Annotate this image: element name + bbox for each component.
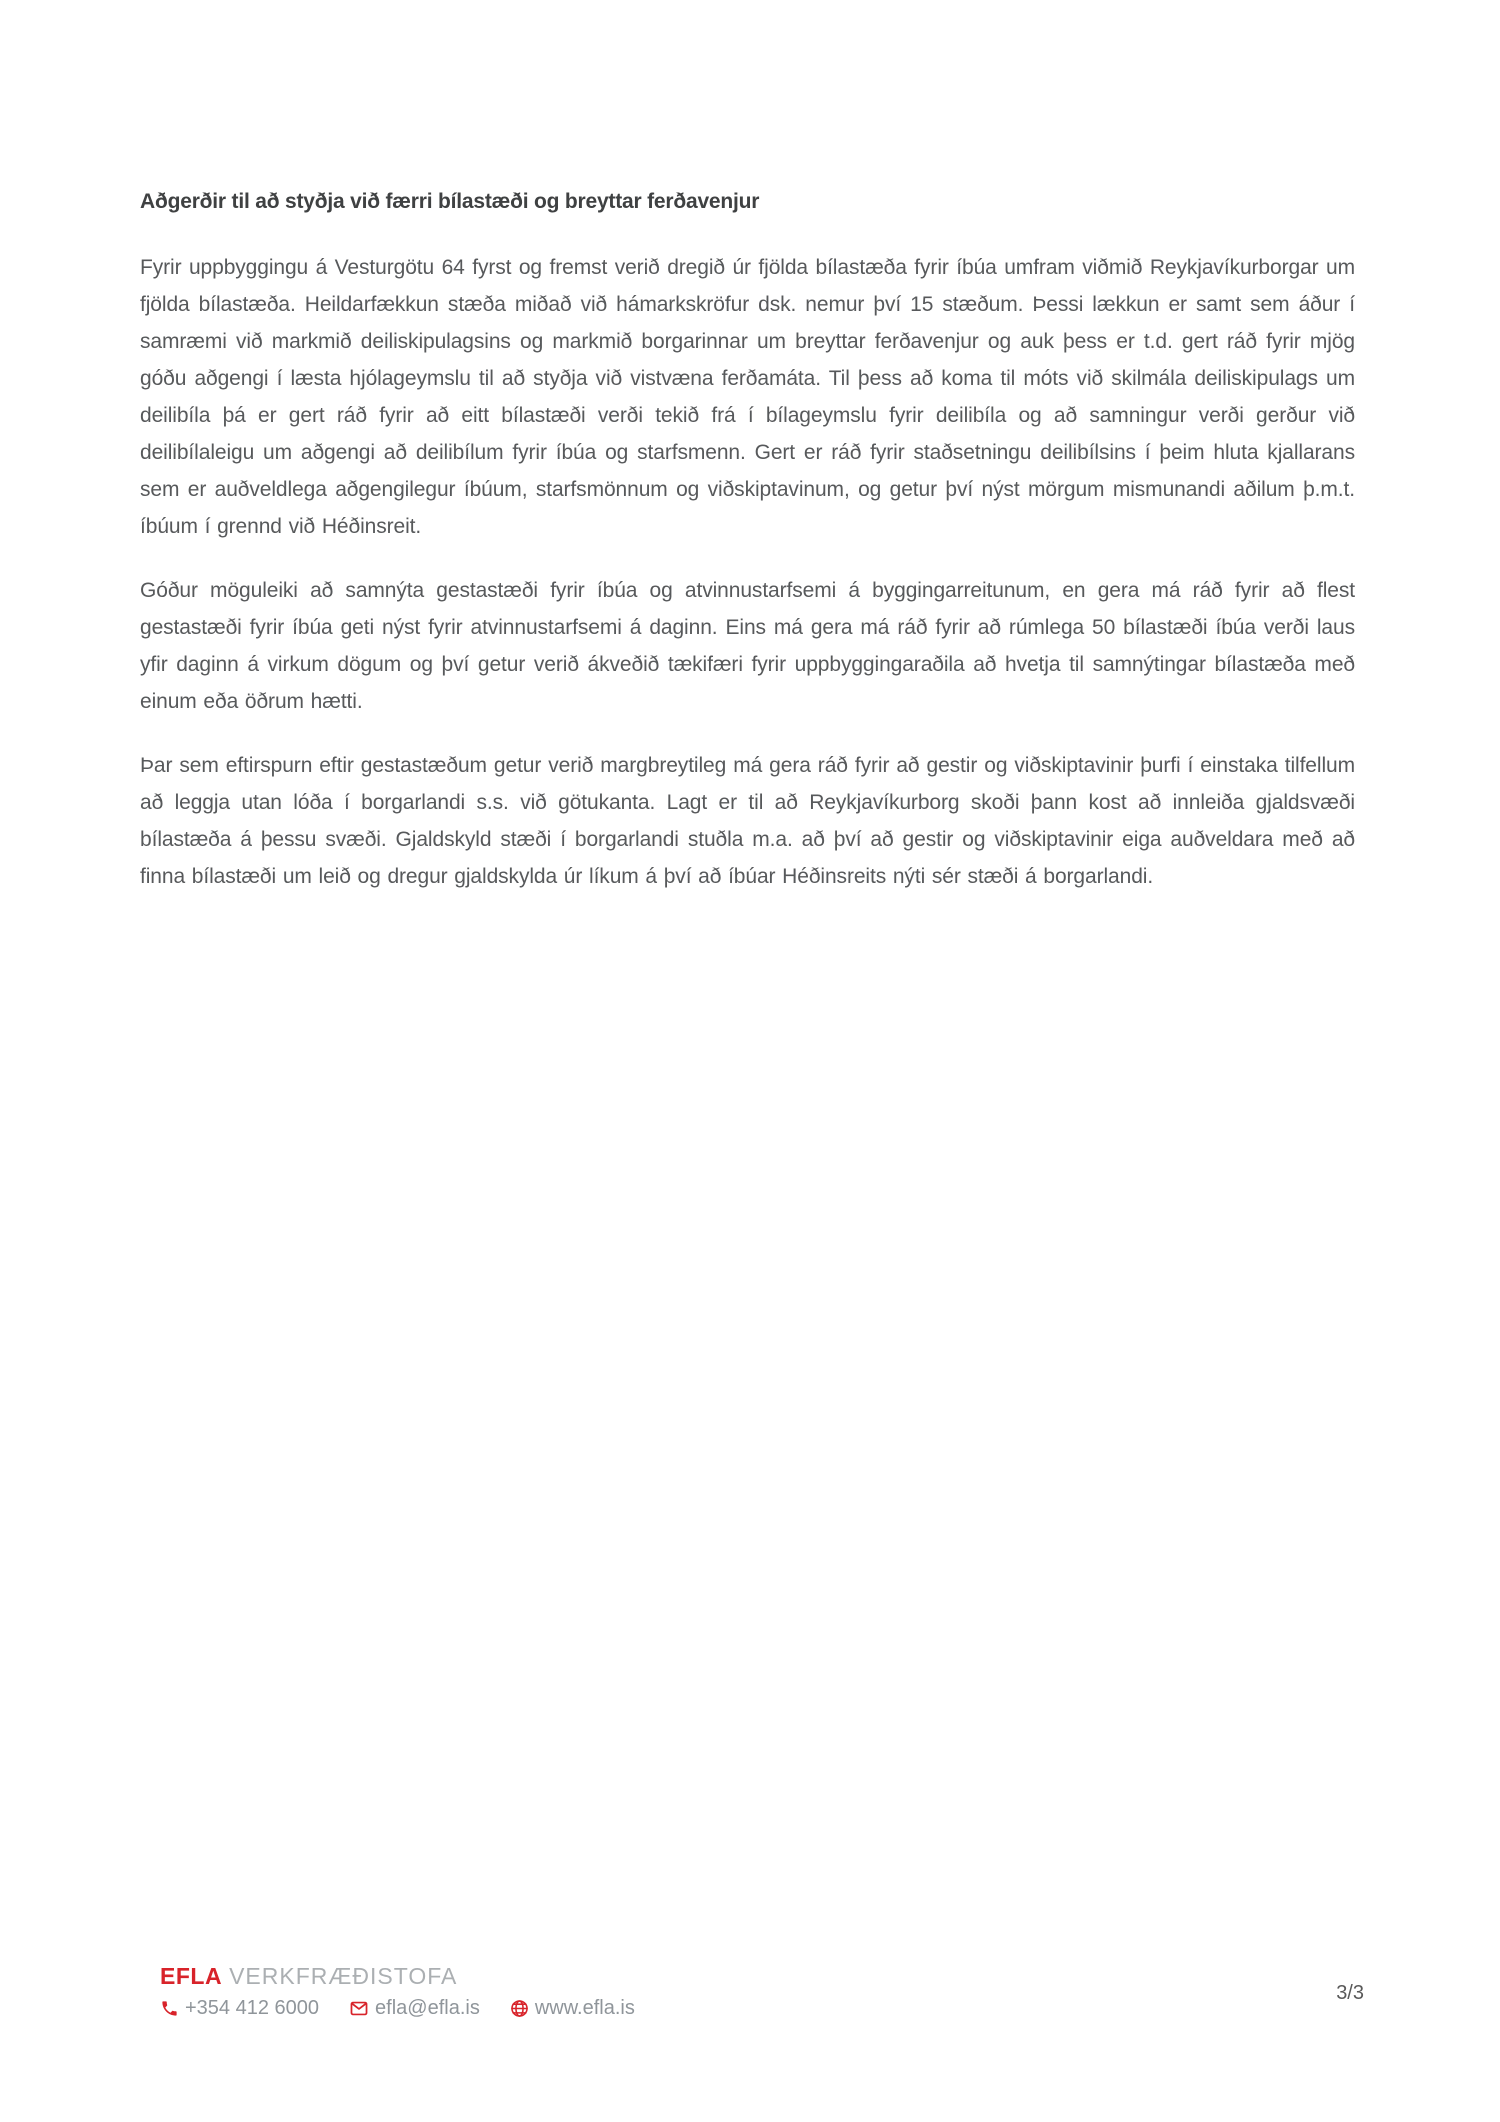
footer-website-text: www.efla.is [534,1997,635,2019]
footer-website [510,1997,635,2020]
footer [160,1963,635,2020]
section-heading: Aðgerðir til að styðja við færri bílastæði og breyttar ferðavenjur [140,190,760,213]
efla-logo: EFLA [160,1963,223,1989]
page-number: 3/3 [1336,1982,1364,2004]
footer-phone-text: +354 412 6000 [185,1997,320,2019]
efla-brand-line [160,1963,635,1990]
globe-icon [510,1999,529,2018]
document-content [0,0,1500,895]
footer-email [349,1997,480,2020]
body-paragraph-3: Þar sem eftirspurn eftir gestastæðum getur verið margbreytileg má gera ráð fyrir að gestir og viðskiptavinir þurfi í einstaka tilfellum að leggja utan lóða í borgarlandi s.s. við götukanta. Lagt er til að Reykjavíkurborg skoði þann kost að innleiða gjaldsvæði bílastæða á þessu svæði. Gjaldskyld stæði í borgarlandi stuðla m.a. að því að gestir og viðskiptavinir eiga auðveldara með að finna bílastæði um leið og dregur gjaldskylda úr líkum á því að íbúar Héðinsreits nýti sér stæði á borgarlandi. [140,754,1355,888]
body-paragraph-1: Fyrir uppbyggingu á Vesturgötu 64 fyrst og fremst verið dregið úr fjölda bílastæða fyrir íbúa umfram viðmið Reykjavíkurborgar um fjölda bílastæða. Heildarfækkun stæða miðað við hámarkskröfur dsk. nemur því 15 stæðum. Þessi lækkun er samt sem áður í samræmi við markmið deiliskipulagsins og markmið borgarinnar um breyttar ferðavenjur og auk þess er t.d. gert ráð fyrir mjög góðu aðgengi í læsta hjólageymslu til að styðja við vistvæna ferðamáta. Til þess að koma til móts við skilmála deiliskipulags um deilibíla þá er gert ráð fyrir að eitt bílastæði verði tekið frá í bílageymslu fyrir deilibíla og að samningur verði gerður við deilibílaleigu um aðgengi að deilibílum fyrir íbúa og starfsmenn. Gert er ráð fyrir staðsetningu deilibílsins í þeim hluta kjallarans sem er auðveldlega aðgengilegur íbúum, starfsmönnum og viðskiptavinum, og getur því nýst mörgum mismunandi aðilum þ.m.t. íbúum í grennd við Héðinsreit. [140,256,1355,538]
footer-contact-line [160,1997,635,2020]
brand-suffix-label: VERKFRÆÐISTOFA [229,1963,458,1989]
envelope-icon [349,1999,369,2018]
phone-icon [160,1999,179,2018]
footer-phone [160,1997,319,2020]
body-paragraph-2: Góður möguleiki að samnýta gestastæði fyrir íbúa og atvinnustarfsemi á byggingarreitunum, en gera má ráð fyrir að flest gestastæði fyrir íbúa geti nýst fyrir atvinnustarfsemi á daginn. Eins má gera má ráð fyrir að rúmlega 50 bílastæði íbúa verði laus yfir daginn á virkum dögum og því getur verið ákveðið tækifæri fyrir uppbyggingaraðila að hvetja til samnýtingar bílastæða með einum eða öðrum hætti. [140,579,1355,713]
footer-email-text: efla@efla.is [375,1997,480,2019]
